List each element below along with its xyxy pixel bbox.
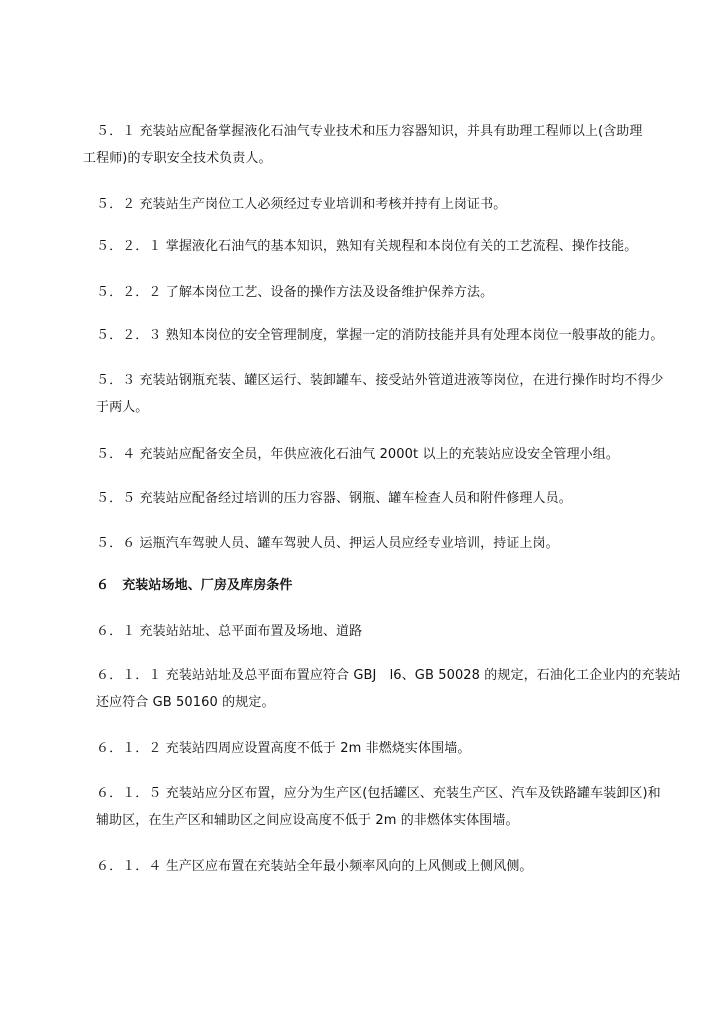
clause-6-1-4 <box>96 853 636 880</box>
text-line: ６．１ 充装站站址、总平面布置及场地、道路 <box>96 624 363 639</box>
clause-5-5 <box>96 485 636 512</box>
text-line: 于两人。 <box>96 400 149 415</box>
clause-5-2-1 <box>96 233 636 260</box>
text-line: 还应符合 GB 50160 的规定。 <box>96 695 275 710</box>
clause-6-1-1 <box>96 662 681 716</box>
text-line: ５．３ 充装站钢瓶充装、罐区运行、装卸罐车、接受站外管道进液等岗位，在进行操作时均不得少 <box>96 373 664 388</box>
text-line: ５．２．２ 了解本岗位工艺、设备的操作方法及设备维护保养方法。 <box>96 285 494 300</box>
clause-5-2-3 <box>96 322 664 349</box>
text-line: ６．１．４ 生产区应布置在充装站全年最小频率风向的上风侧或上侧风侧。 <box>96 859 533 874</box>
clause-5-1 <box>83 118 643 172</box>
text-line: ６．１．２ 充装站四周应设置高度不低于 2m 非燃烧实体围墙。 <box>96 741 471 756</box>
text-line: ６．１．５ 充装站应分区布置，应分为生产区(包括罐区、充装生产区、汽车及铁路罐车装卸区)和 <box>96 786 661 801</box>
text-line: ５．４ 充装站应配备安全员，年供应液化石油气 2000t 以上的充装站应设安全管理小组。 <box>96 447 619 462</box>
text-line: ５．１ 充装站应配备掌握液化石油气专业技术和压力容器知识，并具有助理工程师以上(含助理 <box>96 124 643 139</box>
text-line: 辅助区，在生产区和辅助区之间应设高度不低于 2m 的非燃体实体围墙。 <box>96 813 519 828</box>
text-line: ５．２．３ 熟知本岗位的安全管理制度，掌握一定的消防技能并具有处理本岗位一般事故的能力。 <box>96 328 664 343</box>
clause-6-1-2 <box>96 735 636 762</box>
clause-5-6 <box>96 530 636 557</box>
text-line: ５．５ 充装站应配备经过培训的压力容器、钢瓶、罐车检查人员和附件修理人员。 <box>96 491 572 506</box>
clause-5-2-2 <box>96 279 636 306</box>
clause-6-1 <box>96 618 636 645</box>
text-line: ５．２ 充装站生产岗位工人必须经过专业培训和考核并持有上岗证书。 <box>96 197 507 212</box>
text-line: ５．６ 运瓶汽车驾驶人员、罐车驾驶人员、押运人员应经专业培训，持证上岗。 <box>96 536 559 551</box>
clause-5-3 <box>96 367 664 421</box>
section-6-heading <box>96 572 636 599</box>
text-line: ６．１．１ 充装站站址及总平面布置应符合 GBJ l6、GB 50028 的规定，石油化工企业内的充装站 <box>96 668 681 683</box>
clause-5-4 <box>96 441 636 468</box>
text-line: ５．２．１ 掌握液化石油气的基本知识，熟知有关规程和本岗位有关的工艺流程、操作技能。 <box>96 239 638 254</box>
clause-5-2 <box>96 191 636 218</box>
clause-6-1-5 <box>96 780 661 834</box>
text-line: 工程师)的专职安全技术负责人。 <box>83 151 272 166</box>
section-heading: ６ 充装站场地、厂房及库房条件 <box>96 578 293 593</box>
